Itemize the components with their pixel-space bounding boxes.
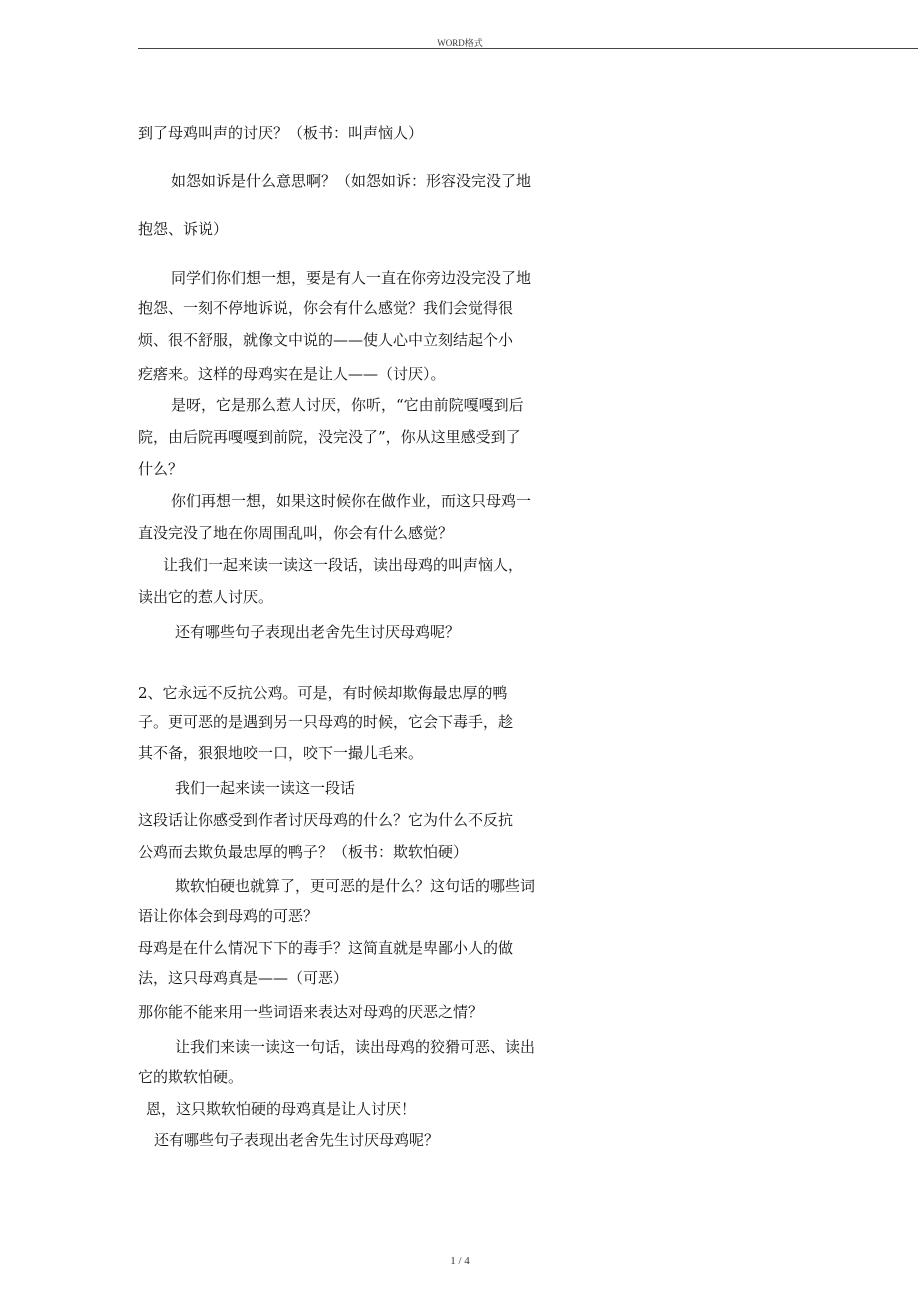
- text-line: 让我们一起来读一读这一段话，读出母鸡的叫声恼人，: [163, 556, 524, 574]
- text-line: 抱怨、一刻不停地诉说，你会有什么感觉？我们会觉得很: [138, 299, 514, 317]
- text-line: 子。更可恶的是遇到另一只母鸡的时候，它会下毒手，趁: [138, 713, 514, 731]
- text-line: 其不备，狠狠地咬一口，咬下一撮儿毛来。: [138, 744, 424, 762]
- text-line: 让我们来读一读这一句话，读出母鸡的狡猾可恶、读出: [175, 1038, 536, 1056]
- text-line: 还有哪些句子表现出老舍先生讨厌母鸡呢？: [154, 1131, 440, 1149]
- text-line: 恩，这只欺软怕硬的母鸡真是让人讨厌！: [146, 1100, 417, 1118]
- text-line: 它的欺软怕硬。: [138, 1068, 244, 1086]
- text-line: 到了母鸡叫声的讨厌？（板书：叫声恼人）: [138, 124, 424, 142]
- text-line: 这段话让你感受到作者讨厌母鸡的什么？它为什么不反抗: [138, 811, 514, 829]
- text-line: 还有哪些句子表现出老舍先生讨厌母鸡呢？: [175, 623, 461, 641]
- text-line: 直没完没了地在你周围乱叫，你会有什么感觉？: [138, 524, 454, 542]
- text-line: 读出它的惹人讨厌。: [138, 588, 274, 606]
- text-line: 疙瘩来。这样的母鸡实在是让人——（讨厌）。: [138, 365, 446, 383]
- text-line: 公鸡而去欺负最忠厚的鸭子？（板书：欺软怕硬）: [138, 843, 469, 861]
- text-line: 是呀，它是那么惹人讨厌，你听，“它由前院嘎嘎到后: [171, 396, 524, 414]
- text-line: 如怨如诉是什么意思啊？（如怨如诉：形容没完没了地: [171, 172, 532, 190]
- text-line: 什么？: [138, 460, 184, 478]
- text-line: 同学们你们想一想，要是有人一直在你旁边没完没了地: [171, 269, 532, 287]
- text-line: 2、它永远不反抗公鸡。可是，有时候却欺侮最忠厚的鸭: [138, 684, 508, 702]
- text-line: 语让你体会到母鸡的可恶？: [138, 907, 319, 925]
- page-number: 1 / 4: [450, 1255, 470, 1267]
- text-line: 欺软怕硬也就算了，更可恶的是什么？这句话的哪些词: [175, 877, 536, 895]
- text-line: 母鸡是在什么情况下下的毒手？这简直就是卑鄙小人的做: [138, 939, 514, 957]
- text-line: 院，由后院再嘎嘎到前院，没完没了”，你从这里感受到了: [138, 428, 521, 446]
- text-line: 我们一起来读一读这一段话: [175, 779, 356, 797]
- text-line: 你们再想一想，如果这时候你在做作业，而这只母鸡一: [171, 492, 532, 510]
- page-header-label: WORD格式: [437, 38, 483, 48]
- text-line: 烦、很不舒服，就像文中说的——使人心中立刻结起个小: [138, 331, 514, 349]
- header-rule: [138, 48, 918, 49]
- text-line: 法，这只母鸡真是——（可恶）: [138, 969, 349, 987]
- text-line: 那你能不能来用一些词语来表达对母鸡的厌恶之情？: [138, 1003, 484, 1021]
- text-line: 抱怨、诉说）: [138, 220, 229, 238]
